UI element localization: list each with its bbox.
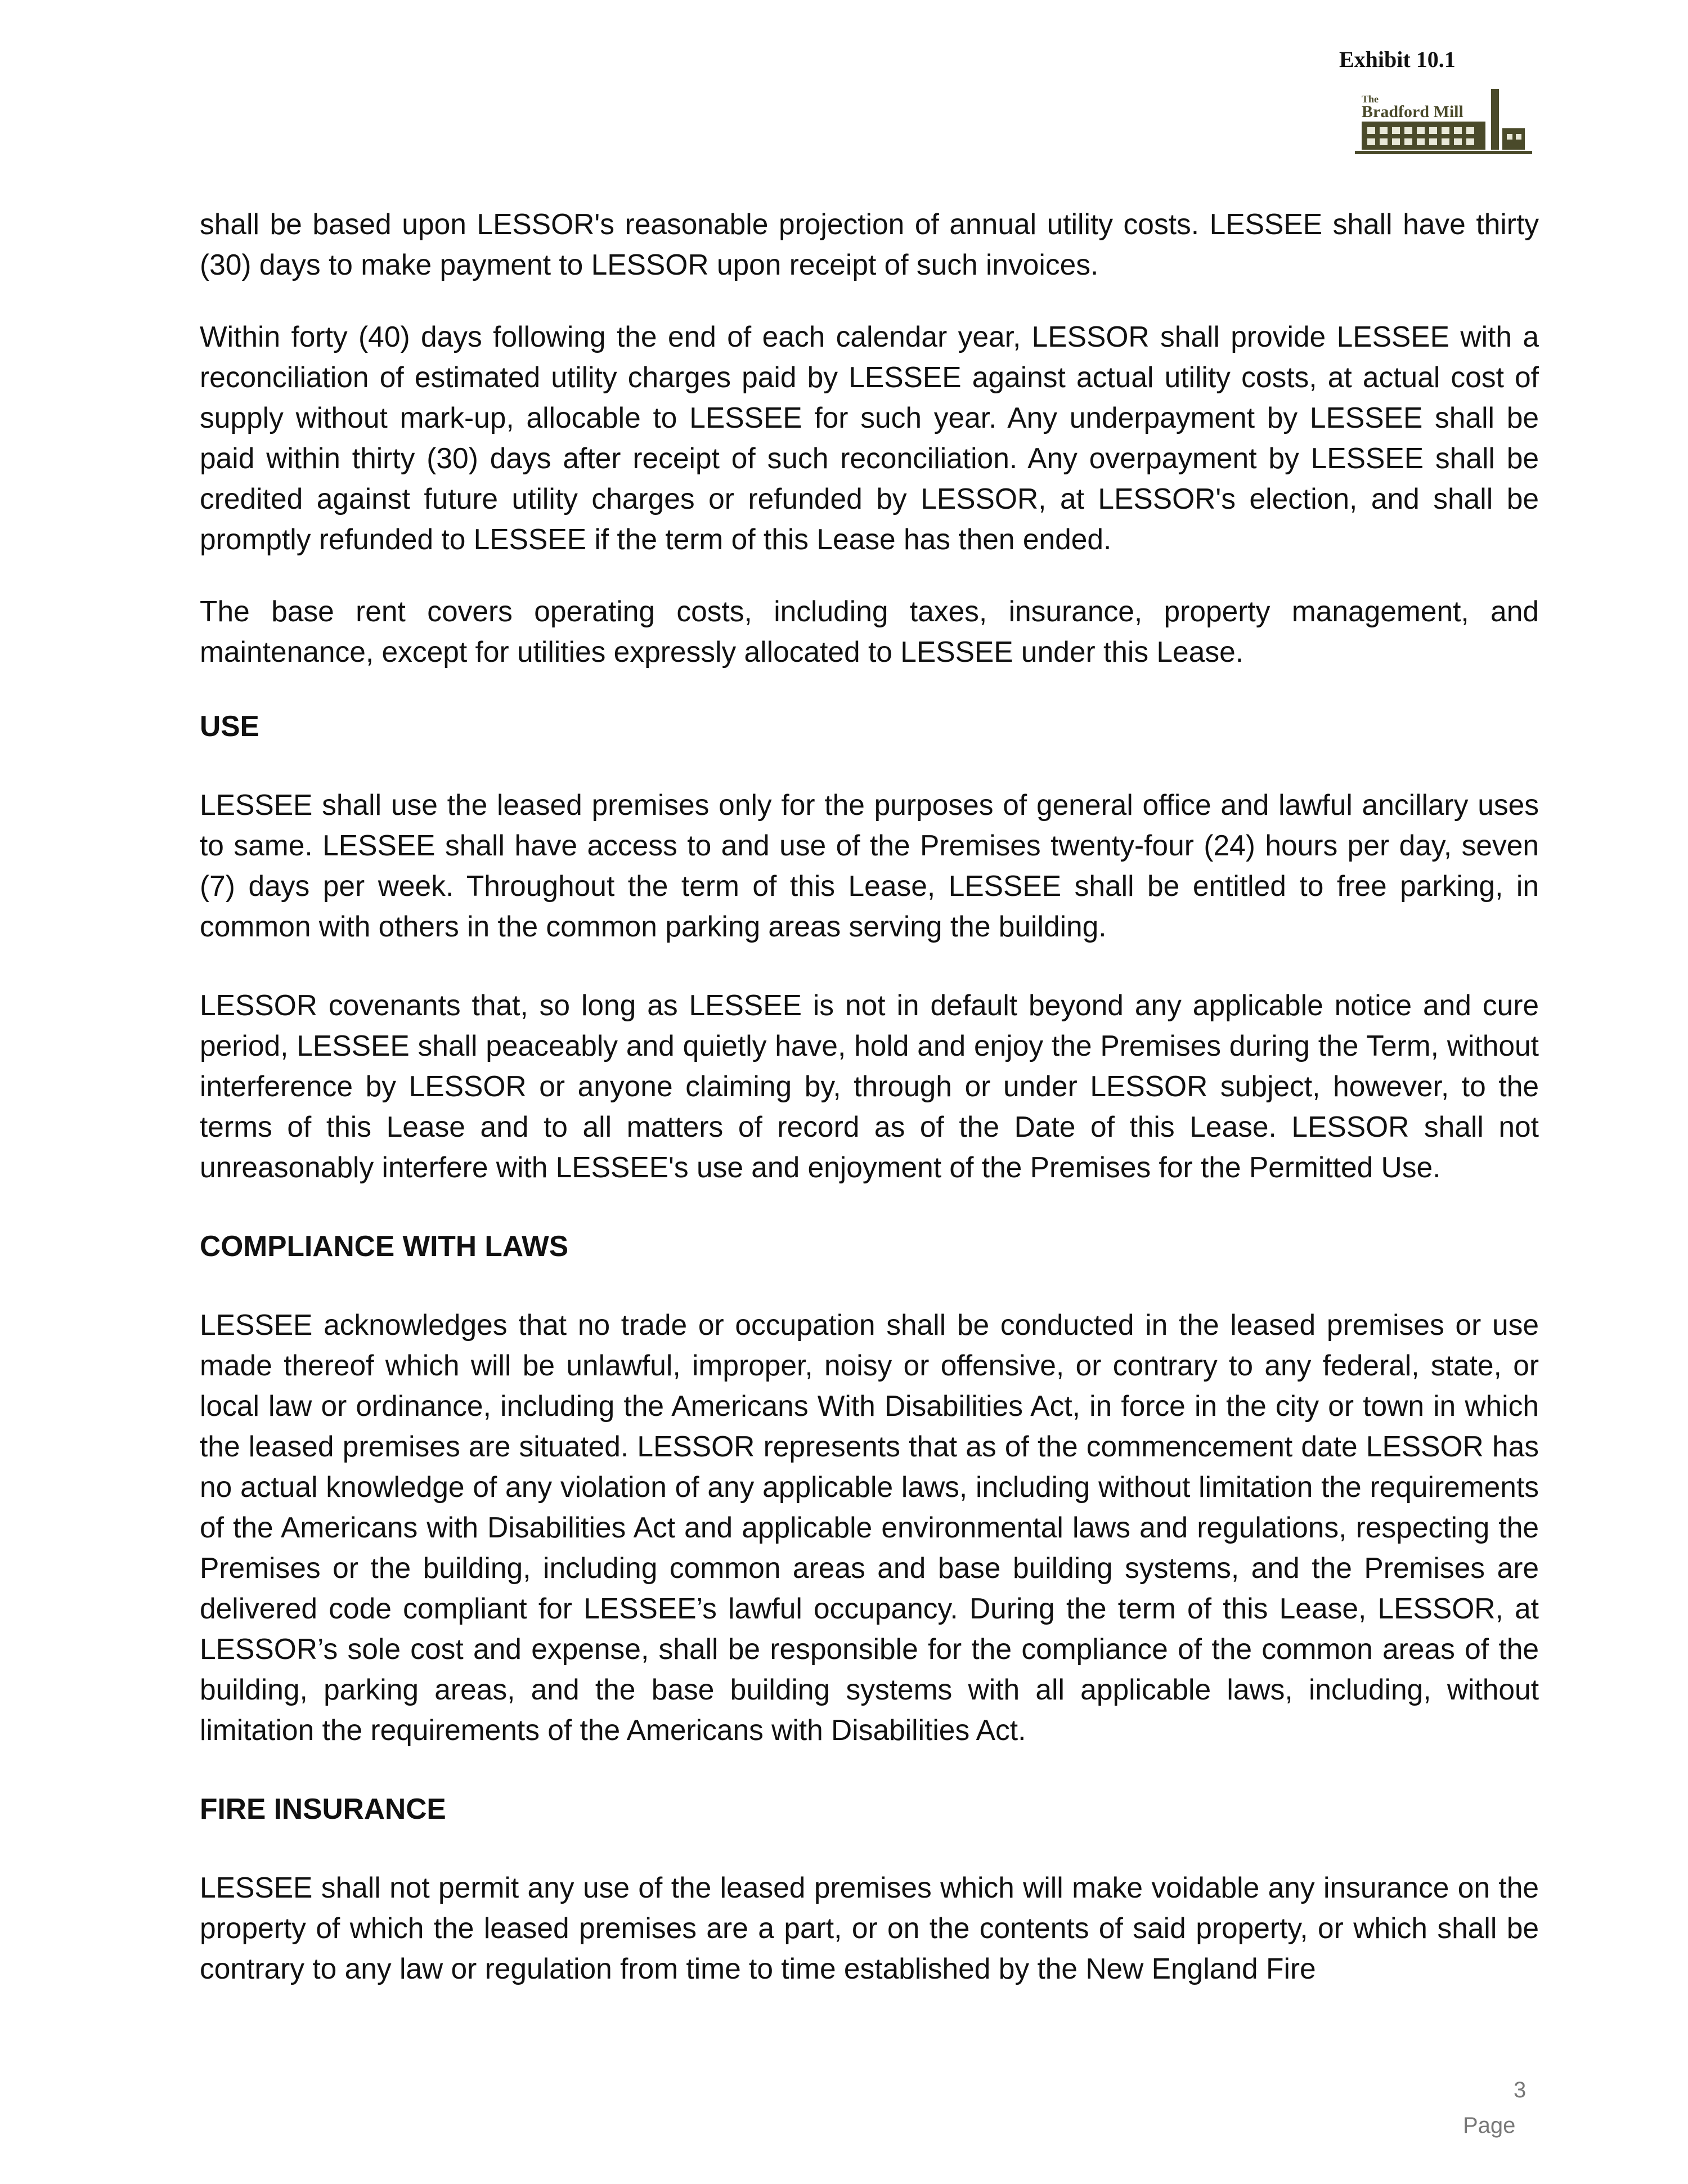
logo-small-text: The xyxy=(1362,93,1379,105)
bradford-mill-logo xyxy=(1350,83,1536,162)
paragraph-use: LESSEE shall use the leased premises only for the purposes of general office and lawful ancillary uses to same. LESSEE shall have access to and use of the Premises twenty-four (24) hours per day, seven (7) days per week. Throughout the term of this Lease, LESSEE shall be entitled to free parking, in common with others in the common parking areas serving the building. xyxy=(200,788,1539,943)
paragraph-reconciliation: Within forty (40) days following the end of each calendar year, LESSOR shall provide LESSEE with a reconciliation of estimated utility charges paid by LESSEE against actual utility costs, at actual cost of supply without mark-up, allocable to LESSEE for such year. Any underpayment by LESSEE shall be paid within thirty (30) days after receipt of such reconciliation. Any overpayment by LESSEE shall be credited against future utility charges or refunded by LESSOR, at LESSOR's election, and shall be promptly refunded to LESSEE if the term of this Lease has then ended. xyxy=(200,320,1539,555)
page-number: 3 xyxy=(1514,2078,1527,2102)
section-heading-use: USE xyxy=(200,710,259,742)
paragraph-utility-projection: shall be based upon LESSOR's reasonable projection of annual utility costs. LESSEE shall have thirty (30) days to make payment to LESSOR upon receipt of such invoices. xyxy=(200,208,1539,281)
paragraph-base-rent: The base rent covers operating costs, including taxes, insurance, property management, and maintenance, except for utilities expressly allocated to LESSEE under this Lease. xyxy=(200,595,1539,668)
paragraph-quiet-enjoyment: LESSOR covenants that, so long as LESSEE is not in default beyond any applicable notice and cure period, LESSEE shall peaceably and quietly have, hold and enjoy the Premises during the Term, without interference by LESSOR or anyone claiming by, through or under LESSOR subject, however, to the terms of this Lease and to all matters of record as of the Date of this Lease. LESSOR shall not unreasonably interfere with LESSEE's use and enjoyment of the Premises for the Permitted Use. xyxy=(200,989,1539,1183)
document-body xyxy=(200,204,1539,2020)
page-label: Page xyxy=(1463,2113,1516,2138)
paragraph-compliance: LESSEE acknowledges that no trade or occupation shall be conducted in the leased premises or use made thereof which will be unlawful, improper, noisy or offensive, or contrary to any federal, state, or local law or ordinance, including the Americans With Disabilities Act, in force in the city or town in which the leased premises are situated. LESSOR represents that as of the commencement date LESSOR has no actual knowledge of any violation of any applicable laws, including without limitation the requirements of the Americans with Disabilities Act and applicable environmental laws and regulations, respecting the Premises or the building, including common areas and base building systems, and the Premises are delivered code compliant for LESSEE’s lawful occupancy. During the term of this Lease, LESSOR, at LESSOR’s sole cost and expense, shall be responsible for the compliance of the common areas of the building, parking areas, and the base building systems with all applicable laws, including, without limitation the requirements of the Americans with Disabilities Act. xyxy=(200,1308,1539,1746)
section-heading-fire-insurance: FIRE INSURANCE xyxy=(200,1792,446,1825)
exhibit-label: Exhibit 10.1 xyxy=(1339,47,1456,72)
paragraph-fire-insurance: LESSEE shall not permit any use of the leased premises which will make voidable any insurance on the property of which the leased premises are a part, or on the contents of said property, or which shall be contrary to any law or regulation from time to time established by the New England Fire xyxy=(200,1871,1539,1985)
logo-text: Bradford Mill xyxy=(1362,102,1463,121)
section-heading-compliance: COMPLIANCE WITH LAWS xyxy=(200,1230,569,1262)
